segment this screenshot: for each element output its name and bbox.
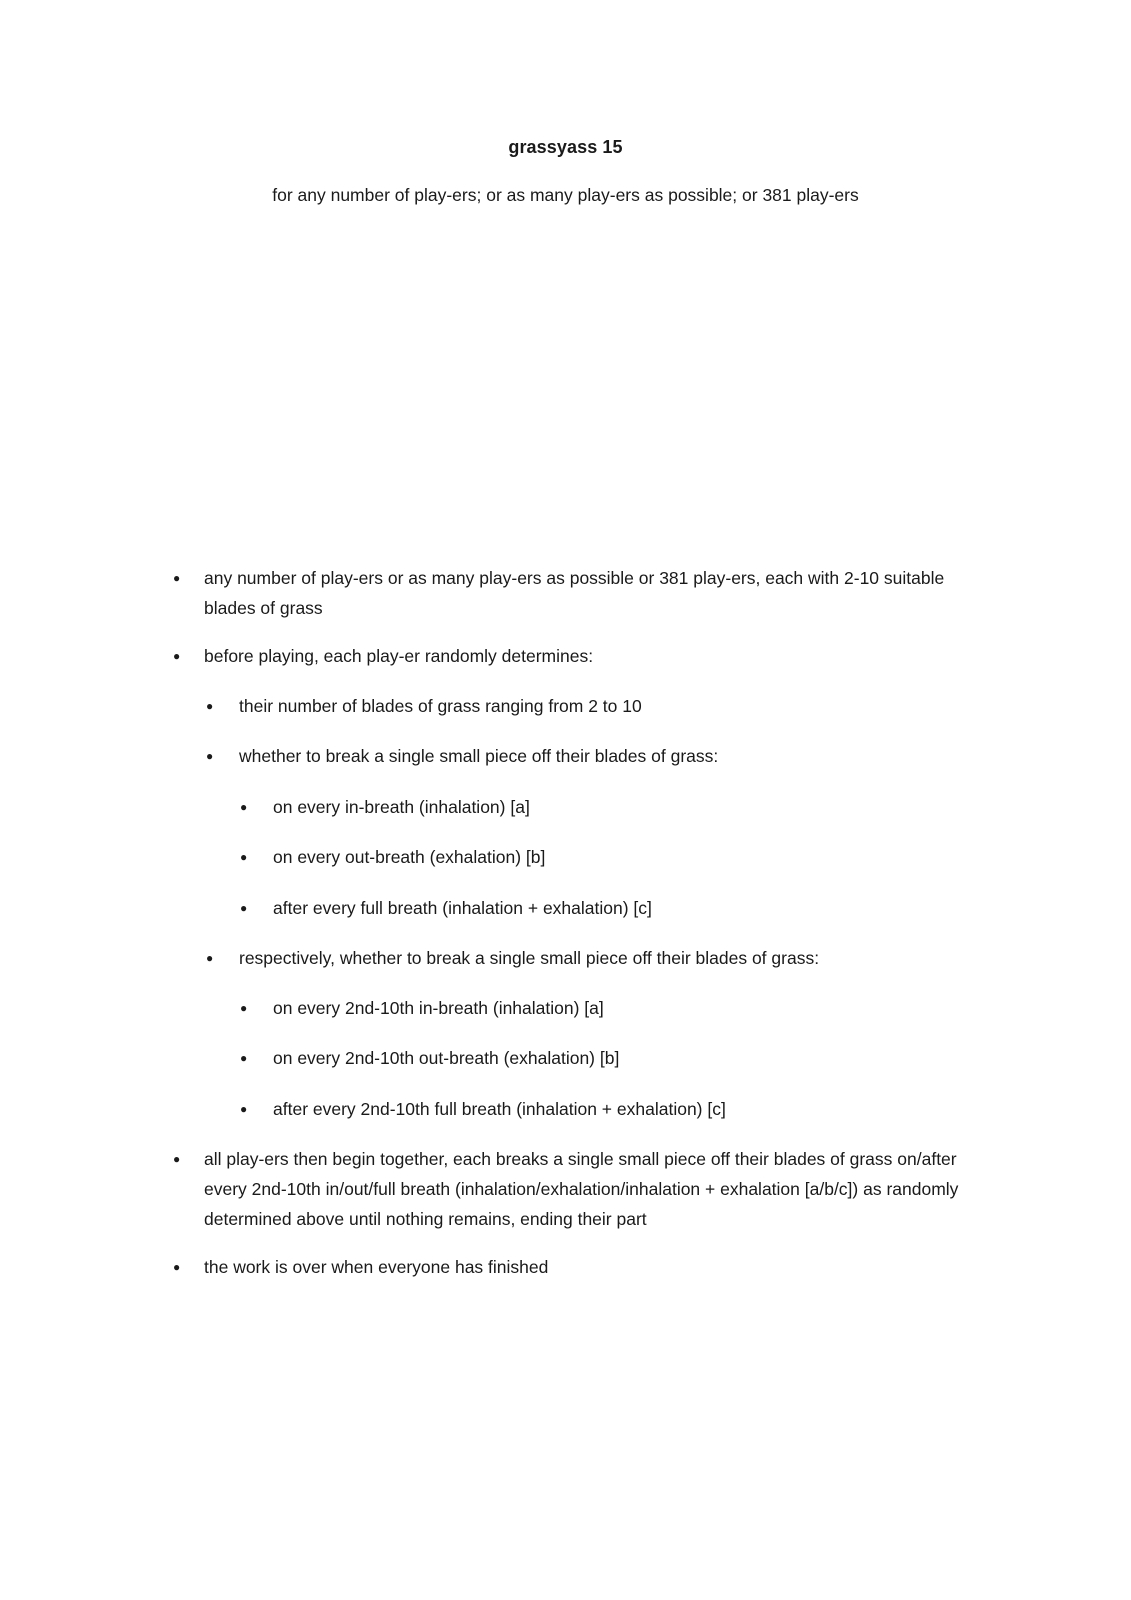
document-title: grassyass 15 — [508, 137, 623, 157]
list-item — [240, 792, 923, 822]
list-item-text: on every out-breath (exhalation) [b] — [273, 847, 546, 867]
list-item-text: after every full breath (inhalation + exhalation) [c] — [273, 898, 652, 918]
list-item-text: their number of blades of grass ranging from 2 to 10 — [239, 696, 642, 716]
bullet-icon: ● — [240, 1102, 248, 1116]
bullet-icon: ● — [240, 901, 248, 915]
list-item-text: all play-ers then begin together, each breaks a single small piece off their blades of grass on/after every 2nd-10th in/out/full breath (inhalation/exhalation/inhalation + exhalation [a/b/c]) as randomly determined above until nothing remains, ending their part — [204, 1149, 959, 1229]
list-item — [173, 641, 964, 671]
list-item-text: before playing, each play-er randomly determines: — [204, 646, 594, 666]
bullet-icon: ● — [206, 951, 214, 965]
list-item — [206, 741, 939, 771]
bullet-icon: ● — [173, 1152, 181, 1166]
bullet-icon: ● — [240, 1051, 248, 1065]
bullet-icon: ● — [173, 571, 181, 585]
list-item — [240, 842, 923, 872]
list-item — [173, 1252, 964, 1282]
bullet-icon: ● — [240, 1001, 248, 1015]
bullet-icon: ● — [240, 850, 248, 864]
bullet-icon: ● — [206, 699, 214, 713]
list-item-text: on every 2nd-10th in-breath (inhalation) [a] — [273, 998, 604, 1018]
list-item — [240, 993, 923, 1023]
bullet-icon: ● — [206, 749, 214, 763]
list-item-text: after every 2nd-10th full breath (inhalation + exhalation) [c] — [273, 1099, 726, 1119]
list-item — [173, 563, 964, 623]
document-subtitle: for any number of play-ers; or as many play-ers as possible; or 381 play-ers — [272, 185, 859, 205]
list-item-text: on every 2nd-10th out-breath (exhalation) [b] — [273, 1048, 620, 1068]
list-item-text: any number of play-ers or as many play-ers as possible or 381 play-ers, each with 2-10 suitable blades of grass — [204, 568, 945, 618]
bullet-icon: ● — [240, 800, 248, 814]
list-item-text: whether to break a single small piece off their blades of grass: — [239, 746, 719, 766]
list-item-text: respectively, whether to break a single small piece off their blades of grass: — [239, 948, 820, 968]
list-item — [206, 943, 939, 973]
list-item — [206, 691, 939, 721]
bullet-icon: ● — [173, 649, 181, 663]
list-item — [240, 1094, 923, 1124]
list-item — [240, 893, 923, 923]
list-item — [240, 1043, 923, 1073]
list-item-text: the work is over when everyone has finished — [204, 1257, 549, 1277]
list-item-text: on every in-breath (inhalation) [a] — [273, 797, 530, 817]
bullet-icon: ● — [173, 1260, 181, 1274]
list-item — [173, 1144, 964, 1234]
